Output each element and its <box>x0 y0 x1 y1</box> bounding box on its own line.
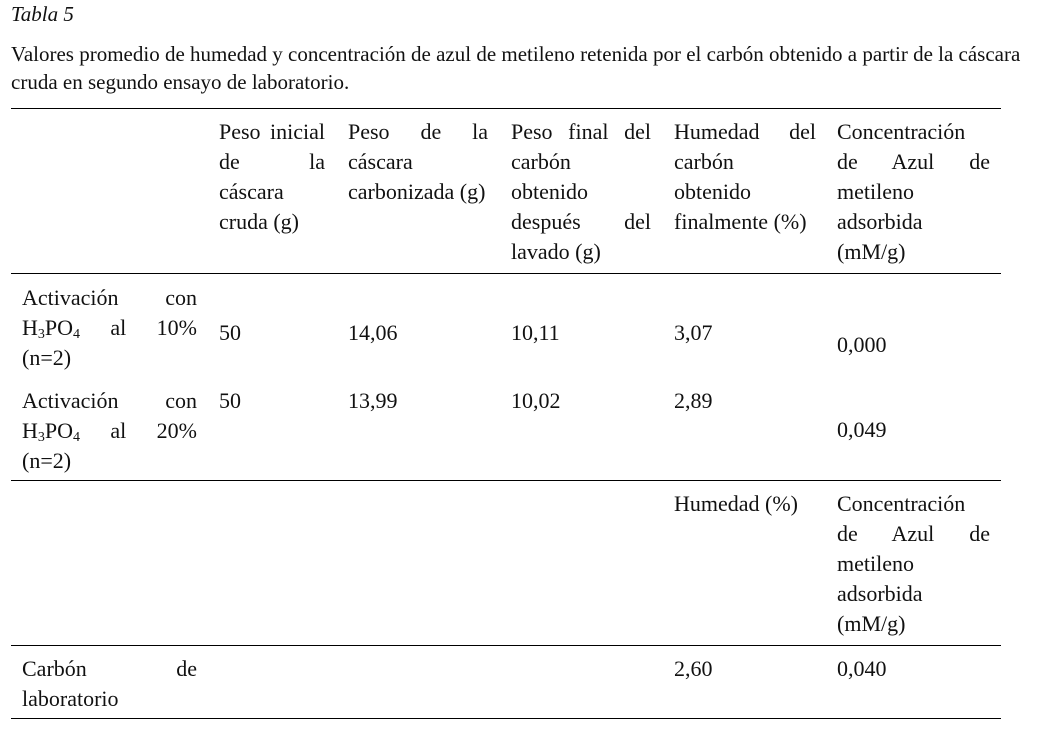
cell-humidity: 3,07 <box>674 320 713 345</box>
section-rule <box>11 480 1001 481</box>
table-title: Valores promedio de humedad y concentración de azul de metileno retenida por el carbón obtenido a partir de la cáscara cruda en segundo ensayo de laboratorio. <box>11 42 1021 94</box>
cell-final-weight: 10,11 <box>511 320 560 345</box>
table-number: Tabla 5 <box>11 2 74 26</box>
cell-carbonized-weight: 14,06 <box>348 320 398 345</box>
cell-initial-weight: 50 <box>219 388 241 413</box>
bottom-rule <box>11 718 1001 719</box>
top-rule <box>11 108 1001 109</box>
row-label: Carbón de laboratorio <box>22 656 197 711</box>
cell-final-weight: 10,02 <box>511 388 561 413</box>
cell-humidity: 2,89 <box>674 388 713 413</box>
cell-humidity: 2,60 <box>674 656 713 681</box>
header-final-weight: Peso final del carbón obtenido después del lavado (g) <box>511 119 651 264</box>
cell-concentration: 0,049 <box>837 417 887 442</box>
lab-header-humidity: Humedad (%) <box>674 491 799 516</box>
lab-header-rule <box>11 645 1001 646</box>
header-concentration: Concentración de Azul de metileno adsorbida (mM/g) <box>837 119 990 264</box>
header-humidity: Humedad del carbón obtenido finalmente (%) <box>674 119 816 234</box>
row-label: Activación con $H_3PO_4$ al 10% (n=2) <box>22 285 197 370</box>
cell-concentration: 0,040 <box>837 656 887 681</box>
cell-carbonized-weight: 13,99 <box>348 388 398 413</box>
row-label: Activación con $H_3PO_4$ al 20% (n=2) <box>22 388 197 473</box>
cell-initial-weight: 50 <box>219 320 241 345</box>
cell-concentration: 0,000 <box>837 332 887 357</box>
header-initial-weight: Peso inicial de la cáscara cruda (g) <box>219 119 325 234</box>
lab-header-concentration: Concentración de Azul de metileno adsorbida (mM/g) <box>837 491 990 636</box>
header-carbonized-weight: Peso de la cáscara carbonizada (g) <box>348 119 488 204</box>
header-rule <box>11 273 1001 274</box>
